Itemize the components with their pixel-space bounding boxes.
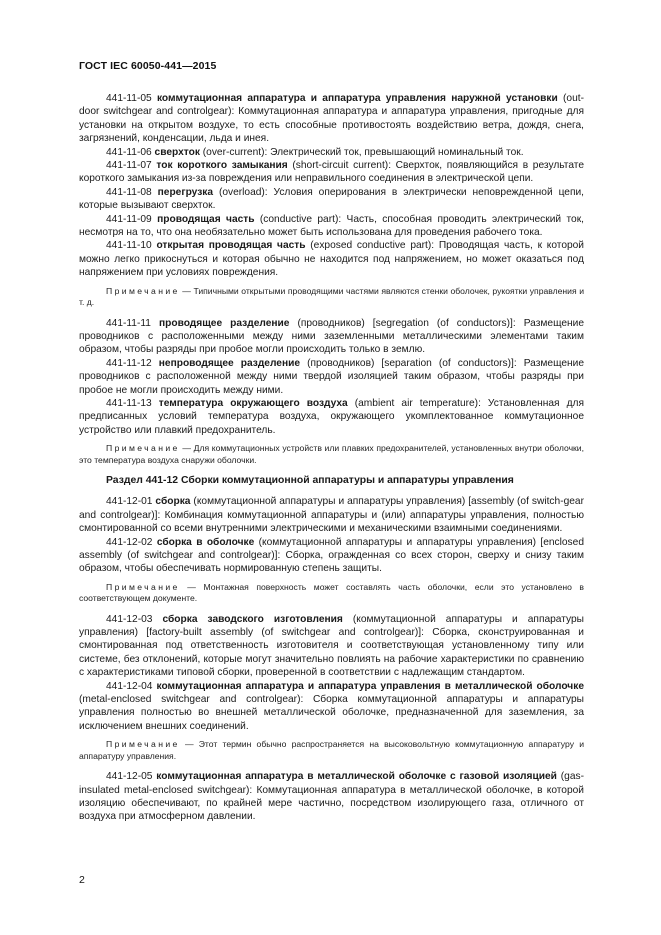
term-number: 441-11-11 — [106, 317, 151, 329]
term-number: 441-11-06 — [106, 146, 152, 158]
term-definition: (conductive part): Часть, способная проводить электрический ток, несмотря на то, что она необязательно может быть использована для проведения рабочего тока. — [79, 213, 584, 239]
term-definition: (over-current): Электрический ток, превышающий номинальный ток. — [199, 146, 524, 158]
entries-block-5 — [79, 770, 584, 824]
entries-block-2 — [79, 317, 584, 438]
term-definition: (коммутационной аппаратуры и аппаратуры управления) [assembly (of switch-gear and controlgear)]: Комбинация коммутационной аппаратуры и (или) аппаратуры управления, полностью смонтированной со всеми внутренними электрическими и механическими взаимными соединениями. — [79, 496, 584, 535]
term-name: ток короткого замыкания — [156, 160, 288, 172]
entries-block-4 — [79, 613, 584, 734]
term-definition: (exposed conductive part): Проводящая часть, к которой можно легко прикоснуться и которая обычно не находится под напряжением, но может оказаться под напряжением при условиях повреждения. — [79, 240, 585, 279]
term-number: 441-11-08 — [106, 186, 152, 198]
term-number: 441-11-05 — [106, 93, 152, 104]
term-definition: (коммутационной аппаратуры и аппаратуры управления) [factory-built assembly (of switchgear and controlgear)]: Сборка, сконструированная и смонтированная под ответственность изготовителя и соответствующая установленному типу или системе, без отклонений, которые могут значительно повлиять на рабочие характеристики по сравнению с характеристиками типовой сборки, проверенной в соответствии с надлежащим стандартом. — [79, 613, 584, 679]
term-name: сверхток — [154, 146, 200, 158]
document-body — [79, 92, 584, 824]
entries-block-1 — [79, 92, 584, 280]
term-number: 441-12-04 — [106, 680, 153, 692]
term-definition: (коммутационной аппаратуры и аппаратуры управления) [enclosed assembly (of switchgear and controlgear)]: Сборка, огражденная со всех сторон, сверху и снизу таким образом, чтобы обеспечивать нормированную степень защиты. — [79, 536, 584, 575]
note — [79, 739, 584, 762]
term-name: проводящая часть — [157, 213, 255, 225]
term-entry — [79, 239, 584, 279]
term-number: 441-12-03 — [106, 613, 153, 625]
term-name: коммутационная аппаратура в металлической оболочке с газовой изоляцией — [156, 771, 557, 783]
term-entry — [79, 159, 584, 186]
term-entry — [79, 186, 584, 213]
term-definition: (overload): Условия оперирования в электрически неповрежденной цепи, которые вызывают сверхток. — [79, 186, 584, 212]
note-label: Примечание — [106, 443, 180, 454]
page-number: 2 — [79, 874, 85, 886]
term-entry — [79, 680, 584, 734]
term-number: 441-11-12 — [106, 357, 152, 369]
term-definition: (ambient air temperature): Установленная для предписанных условий температура воздуха, окружающего укомплектованное коммутационное устройство или плавкий предохранитель. — [79, 397, 584, 436]
term-entry — [79, 770, 584, 824]
term-entry — [79, 92, 584, 146]
term-number: 441-11-09 — [106, 213, 152, 225]
note-label: Примечание — [106, 739, 180, 750]
term-definition: (metal-enclosed switchgear and controlgear): Сборка коммутационной аппаратуры и аппаратуры управления полностью во внешней металлической оболочке, предназначенной для заземления, за исключением внешних соединений. — [79, 694, 584, 732]
term-number: 441-12-05 — [106, 771, 153, 783]
term-entry — [79, 536, 584, 576]
note — [79, 582, 584, 605]
term-number: 441-11-10 — [106, 240, 152, 252]
term-entry — [79, 146, 584, 159]
term-name: коммутационная аппаратура и аппаратура управления наружной установки — [156, 93, 558, 104]
term-number: 441-11-07 — [106, 160, 152, 172]
term-definition: (out-door switchgear and controlgear): Коммутационная аппаратура и аппаратура управления, пригодные для установки на открытом воздухе, то есть способные противостоять воздействию ветра, дождя, снега, загрязнений, конденсации, льда и инея. — [79, 93, 584, 145]
section-title: Раздел 441-12 Сборки коммутационной аппаратуры и аппаратуры управления — [106, 474, 514, 486]
term-name: открытая проводящая часть — [156, 240, 306, 252]
term-name: сборка — [155, 496, 191, 508]
note-label: Примечание — [106, 581, 180, 592]
term-name: сборка заводского изготовления — [162, 613, 343, 625]
term-name: непроводящее разделение — [158, 357, 301, 369]
term-name: коммутационная аппаратура и аппаратура управления в металлической оболочке — [156, 680, 584, 692]
term-entry — [79, 495, 584, 535]
note-text: — Для коммутационных устройств или плавких предохранителей, установленных внутри оболочки, это температура воздуха снаружи оболочки. — [79, 443, 584, 465]
term-entry — [79, 357, 584, 397]
term-entry — [79, 613, 584, 680]
note-label: Примечание — [106, 285, 180, 296]
term-name: сборка в оболочке — [156, 536, 255, 548]
term-number: 441-12-02 — [106, 536, 153, 548]
term-entry — [79, 213, 584, 240]
note-text: — Монтажная поверхность может составлять часть оболочки, если это установлено в соответствующем документе. — [79, 581, 584, 604]
term-number: 441-12-01 — [106, 496, 153, 508]
term-entry — [79, 317, 584, 357]
note — [79, 286, 584, 309]
standard-header: ГОСТ IEC 60050-441—2015 — [79, 60, 217, 72]
term-definition: (gas-insulated metal-enclosed switchgear): Коммутационная аппаратура в металлической оболочке, в которой изоляцию обеспечивают, по крайней мере частично, посредством изолирующего газа, отличного от воздуха при атмосферном давлении. — [79, 771, 584, 823]
term-name: температура окружающего воздуха — [158, 397, 348, 409]
term-definition: (short-circuit current): Сверхток, появляющийся в результате короткого замыкания из-за повреждения или неправильного соединения в электрической цепи. — [79, 160, 584, 185]
term-name: проводящее разделение — [158, 317, 290, 329]
term-name: перегрузка — [157, 186, 214, 198]
entries-block-3 — [79, 495, 584, 575]
term-entry — [79, 397, 584, 437]
note — [79, 443, 584, 466]
term-definition: (проводников) [segregation (of conductors)]: Размещение проводников с расположенными между ними заземленными металлическими элементами таким образом, чтобы разряды при пробое могли происходить только в землю. — [79, 317, 584, 356]
note-text: — Этот термин обычно распространяется на высоковольтную коммутационную аппаратуру и аппаратуру управления. — [79, 739, 584, 761]
note-text: — Типичными открытыми проводящими частями являются стенки оболочек, рукоятки управления и т. д. — [79, 285, 584, 308]
term-definition: (проводников) [separation (of conductors)]: Размещение проводников с расположенной между ними твердой изоляцией таким образом, чтобы разряды при пробое не могли происходить между ними. — [79, 357, 584, 396]
term-number: 441-11-13 — [106, 397, 152, 409]
